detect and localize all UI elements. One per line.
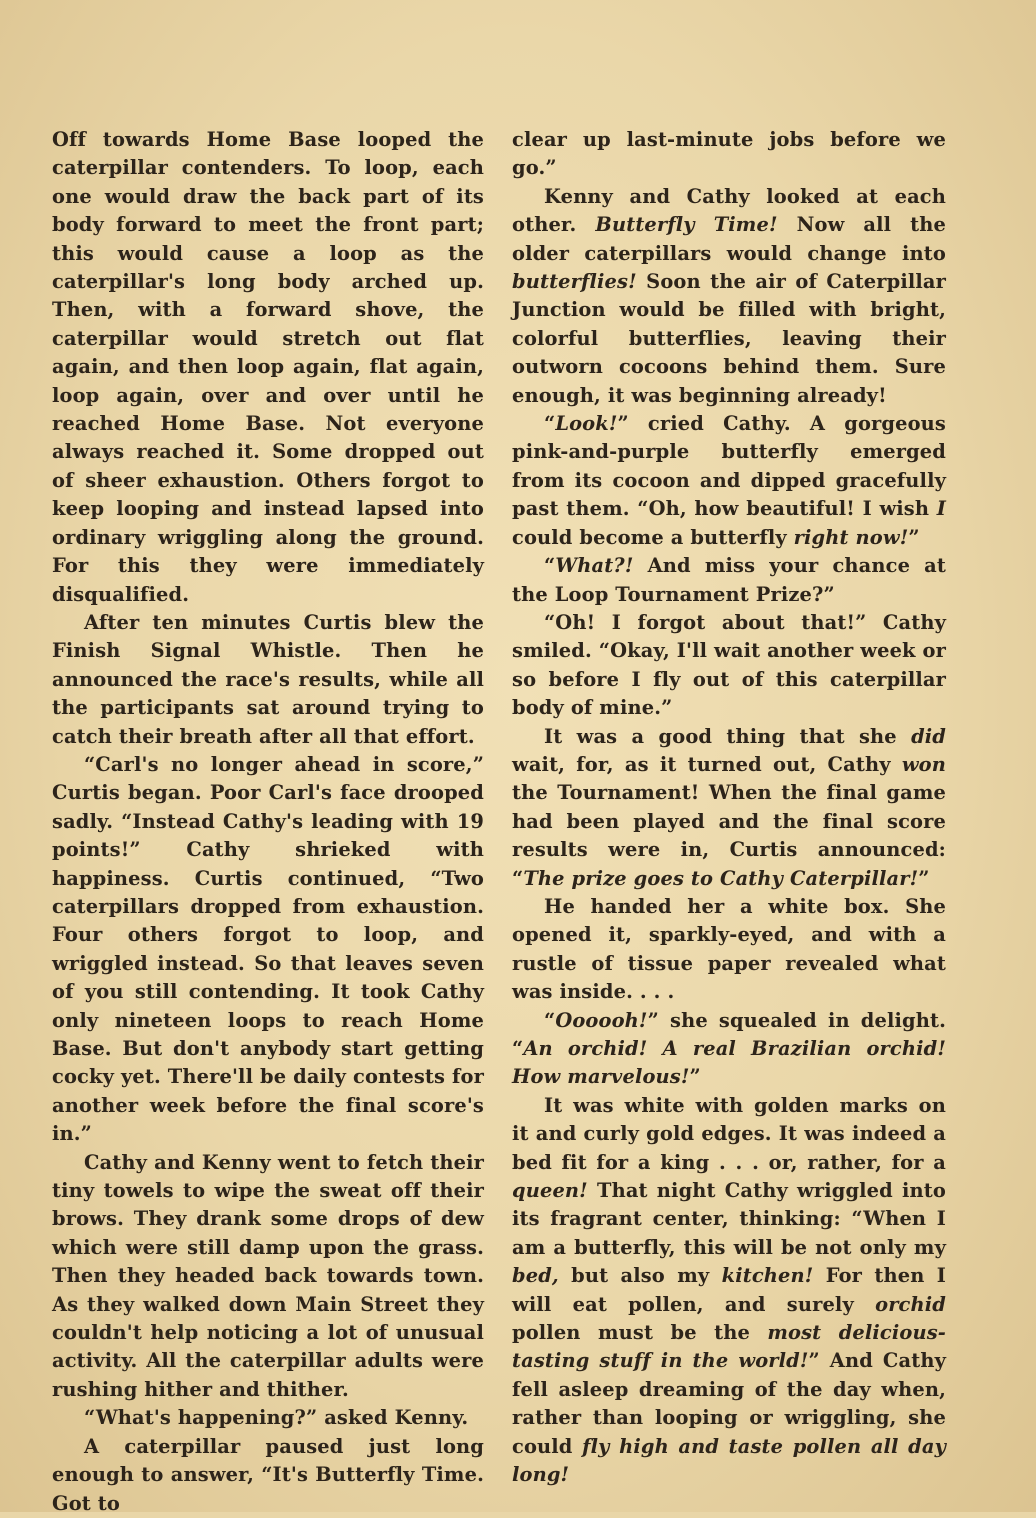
text-run: “ [544,412,556,436]
text-run: ” [908,525,920,549]
italic-text: bed, [512,1264,559,1288]
italic-text: Butterfly Time! [595,213,778,237]
text-run: A caterpillar paused just long enough to answer, “It's Butterfly Time. Got to [52,1434,484,1515]
text-run: ” [918,866,930,890]
left-text-column [52,126,484,1518]
text-run: Cathy and Kenny went to fetch their tiny towels to wipe the sweat off their brows. They drank some drops of dew which were still damp upon the grass. Then they headed back towards town. As they walked down Main Street they couldn't help noticing a lot of unusual activity. All the caterpillar adults were rushing hither and thither. [52,1150,484,1401]
italic-text: What?! [555,554,634,578]
text-run: He handed her a white box. She opened it, sparkly-eyed, and with a rustle of tissue paper revealed what was inside. . . . [512,894,946,1004]
text-run: Soon the air of Caterpillar Junction would be filled with bright, colorful butterflies, leaving their outworn cocoons behind them. Sure enough, it was beginning already! [512,270,946,407]
paragraph [512,552,946,609]
italic-text: Oooooh! [555,1008,648,1032]
text-run: clear up last-minute jobs before we go.” [512,128,946,180]
paragraph [52,126,484,609]
paragraph [512,1092,946,1490]
text-run: the Tournament! When the final game had been played and the final score results were in, Curtis announced: “ [512,781,946,890]
text-run: “Oh! I forgot about that!” Cathy smiled. “Okay, I'll wait another week or so before I fly out of this caterpillar body of mine.” [512,610,946,720]
paragraph [512,126,946,183]
text-run: ” [689,1065,701,1089]
text-run: “Carl's no longer ahead in score,” Curtis began. Poor Carl's face drooped sadly. “Instead Cathy's leading with 19 points!” Cathy shrieked with happiness. Curtis continued, “Two caterpillars dropped from exhaustion. Four others forgot to loop, and wriggled instead. So that leaves seven of you still contending. It took Cathy only nineteen loops to reach Home Base. But don't anybody start getting cocky yet. There'll be daily contests for another week before the final score's in.” [52,752,484,1146]
text-run: “What's happening?” asked Kenny. [84,1406,469,1430]
paragraph [512,893,946,1007]
paragraph [52,1149,484,1405]
paragraph [512,1007,946,1092]
paragraph [512,183,946,410]
text-run: After ten minutes Curtis blew the Finish Signal Whistle. Then he announced the race's results, while all the participants sat around trying to catch their breath after all that effort. [52,610,484,748]
paragraph [512,410,946,552]
italic-text: butterflies! [512,270,637,294]
italic-text: Look! [555,412,618,436]
paragraph [52,1433,484,1518]
italic-text: The prize goes to Cathy Caterpillar! [523,866,919,890]
text-run: but also my [558,1264,722,1288]
text-run: “ [544,1008,556,1032]
italic-text: kitchen! [721,1264,814,1288]
text-run: ” she squealed in delight. “ [512,1008,946,1060]
text-run: ” cried Cathy. A gorgeous pink-and-purple butterfly emerged from its cocoon and dipped gracefully past them. “Oh, how beautiful! I wish [512,412,946,521]
text-run: It was white with golden marks on it and curly gold edges. It was indeed a bed fit for a king . . . or, rather, for a [512,1093,946,1174]
text-run: Off towards Home Base looped the caterpillar contenders. To loop, each one would draw the back part of its body forward to meet the front part; this would cause a loop as the caterpillar's long body arched up. Then, with a forward shove, the caterpillar would stretch out flat again, and then loop again, flat again, loop again, over and over until he reached Home Base. Not everyone always reached it. Some dropped out of sheer exhaustion. Others forgot to keep looping and instead lapsed into ordinary wriggling along the ground. For this they were immediately disqualified. [52,128,484,606]
text-run: ” And Cathy fell asleep dreaming of the day when, rather than looping or wriggling, she could [512,1349,946,1458]
text-run: And miss your chance at the Loop Tournament Prize?” [512,554,946,606]
text-run: “ [544,554,556,578]
italic-text: orchid [875,1292,946,1316]
paragraph [52,751,484,1149]
text-run: could become a butterfly [512,525,794,549]
italic-text: queen! [512,1179,588,1203]
italic-text: did [911,724,946,748]
paragraph [52,1404,484,1432]
paragraph [512,723,946,893]
right-text-column [512,126,946,1490]
italic-text: won [901,752,946,776]
text-run: wait, for, as it turned out, Cathy [512,752,902,776]
paragraph [512,609,946,723]
italic-text: I [936,497,946,521]
italic-text: most delicious-tasting stuff in the world! [512,1321,946,1373]
italic-text: fly high and taste pollen all day long! [512,1434,946,1487]
text-run: Kenny and Cathy looked at each other. [512,184,946,237]
text-run: pollen must be the [512,1321,768,1345]
italic-text: right now! [793,525,909,549]
text-run: It was a good thing that she [544,724,912,748]
text-run: For then I will eat pollen, and surely [512,1264,946,1316]
text-run: That night Cathy wriggled into its fragrant center, thinking: “When I am a butterfly, this will be not only my [512,1179,946,1259]
paragraph [52,609,484,751]
italic-text: An orchid! A real Brazilian orchid! How marvelous! [512,1037,946,1089]
text-run: Now all the older caterpillars would change into [512,213,947,265]
